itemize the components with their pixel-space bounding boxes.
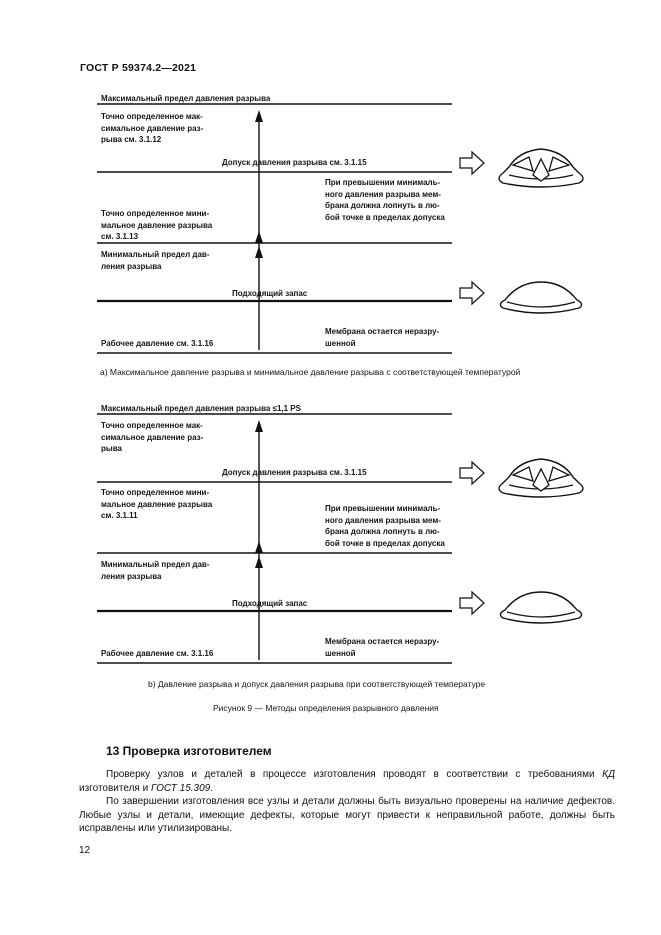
- paragraph-1-text-2: изготовителя и: [79, 782, 151, 794]
- diagram-b-intact: Мембрана остается неразру- шенной: [325, 637, 440, 658]
- diagram-a-exceed-note: При превышении минималь- ного давления разрыва мем- брана должна лопнуть в лю- бой точке в пределах допуска: [325, 178, 445, 222]
- diagram-b-caption: b) Давление разрыва и допуск давления разрыва при соответствующей температуре: [148, 679, 486, 689]
- diagram-a-intact: Мембрана остается неразру- шенной: [325, 327, 440, 348]
- paragraph-1-end: .: [210, 782, 213, 794]
- diagram-b-exceed-note: При превышении минималь- ного давления разрыва мем- брана должна лопнуть в лю- бой точке в пределах допуска: [325, 504, 445, 548]
- diagram-b-tolerance: Допуск давления разрыва см. 3.1.15: [222, 468, 367, 477]
- paragraph-1-text: Проверку узлов и деталей в процессе изготовления проводят в соответствии с требованиями: [106, 769, 603, 780]
- diagram-a-tolerance: Допуск давления разрыва см. 3.1.15: [222, 158, 367, 167]
- gost-reference: ГОСТ 15.309: [150, 782, 211, 794]
- diagram-a-margin: Подходящий запас: [232, 289, 308, 298]
- diagram-b-top-label: Максимальный предел давления разрыва ≤1,1 PS: [101, 404, 301, 413]
- kd-reference: КД: [602, 769, 615, 780]
- diagram-b-upper-precise: Точно определенное мак- симальное давление раз- рыва: [101, 421, 204, 453]
- diagram-a-min-limit: Минимальный предел дав- ления разрыва: [101, 250, 210, 271]
- figure-caption: Рисунок 9 — Методы определения разрывного давления: [213, 703, 439, 713]
- paragraph-2: По завершении изготовления все узлы и детали должны быть визуально проверены на наличие дефектов. Любые узлы и детали, имеющие дефекты, которые могут привести к неправильной работе, должны быть исправлены или утилизированы.: [79, 796, 615, 834]
- standard-header: ГОСТ Р 59374.2—2021: [80, 62, 197, 74]
- diagram-a-caption: а) Максимальное давление разрыва и минимальное давление разрыва с соответствующей температурой: [100, 367, 521, 377]
- diagram-b-min-limit: Минимальный предел дав- ления разрыва: [101, 560, 210, 581]
- diagram-a-lower-precise: Точно определенное мини- мальное давление разрыва см. 3.1.13: [101, 209, 213, 241]
- diagram-b-lower-precise: Точно определенное мини- мальное давление разрыва см. 3.1.11: [101, 488, 213, 520]
- page-number: 12: [79, 845, 91, 856]
- diagram-b-working: Рабочее давление см. 3.1.16: [101, 649, 214, 658]
- diagram-a-working: Рабочее давление см. 3.1.16: [101, 339, 214, 348]
- diagram-b-margin: Подходящий запас: [232, 599, 308, 608]
- section-title: 13 Проверка изготовителем: [106, 744, 272, 758]
- diagram-a-upper-precise: Точно определенное мак- симальное давление раз- рыва см. 3.1.12: [101, 112, 204, 144]
- paragraph-1: [79, 768, 615, 795]
- diagram-a-top-label: Максимальный предел давления разрыва: [101, 94, 271, 103]
